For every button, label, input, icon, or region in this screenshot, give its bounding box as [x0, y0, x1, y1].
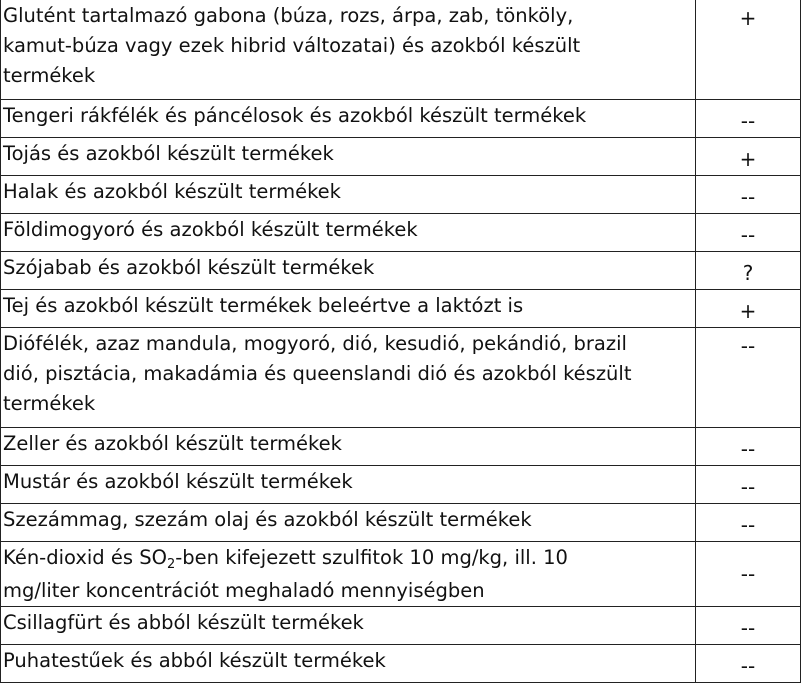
allergen-name-line: termékek — [3, 392, 96, 415]
allergen-name — [1, 0, 696, 100]
allergen-mark — [696, 466, 801, 504]
allergen-name — [1, 290, 696, 328]
allergen-name-line: mg/liter koncentrációt meghaladó mennyiségben — [3, 579, 485, 602]
allergen-name — [1, 214, 696, 252]
allergen-mark-value: -- — [740, 334, 756, 358]
allergen-mark-value: -- — [740, 109, 756, 133]
allergen-name — [1, 466, 696, 504]
allergen-mark-value: -- — [740, 654, 756, 678]
allergen-mark — [696, 428, 801, 466]
table-row — [1, 290, 801, 328]
allergen-name — [1, 100, 696, 138]
subscript-text: 2 — [166, 557, 176, 572]
allergen-mark — [696, 607, 801, 645]
allergen-name-line: Halak és azokból készült termékek — [3, 180, 341, 203]
table-row — [1, 0, 801, 100]
table-row — [1, 428, 801, 466]
allergen-name-text: Kén-dioxid és SO — [3, 546, 167, 569]
allergen-mark-value: ? — [742, 261, 754, 285]
allergen-name — [1, 645, 696, 683]
allergen-name-line: Tojás és azokból készült termékek — [3, 142, 334, 165]
allergen-mark-value: -- — [740, 513, 756, 537]
allergen-mark — [696, 0, 801, 100]
allergen-name-line: Szezámmag, szezám olaj és azokból készült termékek — [3, 508, 532, 531]
allergen-name — [1, 504, 696, 542]
allergen-mark — [696, 252, 801, 290]
allergen-mark — [696, 645, 801, 683]
allergen-name-text: -ben kifejezett szulfitok 10 mg/kg, ill. 10 — [175, 546, 568, 569]
allergen-name-line: Csillagfürt és abból készült termékek — [3, 611, 364, 634]
allergen-mark-value: + — [739, 147, 757, 171]
allergen-mark-value: -- — [740, 562, 756, 586]
allergen-name-line: kamut-búza vagy ezek hibrid változatai) és azokból készült — [3, 34, 581, 57]
allergen-name-line: Diófélék, azaz mandula, mogyoró, dió, kesudió, pekándió, brazil — [3, 332, 627, 355]
allergen-mark-value: -- — [740, 475, 756, 499]
allergen-mark — [696, 176, 801, 214]
allergen-name-line: Zeller és azokból készült termékek — [3, 432, 342, 455]
table-row — [1, 504, 801, 542]
table-row — [1, 607, 801, 645]
allergen-name — [1, 176, 696, 214]
allergen-name-line: Szójabab és azokból készült termékek — [3, 256, 375, 279]
allergen-name — [1, 252, 696, 290]
allergen-mark-value: -- — [740, 616, 756, 640]
allergen-name — [1, 138, 696, 176]
table-row — [1, 328, 801, 428]
allergen-mark-value: + — [739, 299, 757, 323]
allergen-mark — [696, 504, 801, 542]
allergen-mark — [696, 290, 801, 328]
allergen-name-line: dió, pisztácia, makadámia és queenslandi dió és azokból készült — [3, 362, 632, 385]
allergen-name — [1, 328, 696, 428]
allergen-mark-value: -- — [740, 437, 756, 461]
allergen-name-line: termékek — [3, 64, 96, 87]
allergen-mark — [696, 138, 801, 176]
allergen-mark-value: -- — [740, 223, 756, 247]
table-row — [1, 466, 801, 504]
table-row — [1, 138, 801, 176]
table-row — [1, 542, 801, 607]
table-row — [1, 252, 801, 290]
allergen-name-line — [3, 543, 689, 576]
allergen-name-line: Tengeri rákfélék és páncélosok és azokból készült termékek — [3, 104, 587, 127]
allergen-name — [1, 428, 696, 466]
allergen-mark — [696, 100, 801, 138]
table-row — [1, 214, 801, 252]
allergen-name-line: Mustár és azokból készült termékek — [3, 470, 353, 493]
allergen-mark — [696, 214, 801, 252]
allergen-name-line: Földimogyoró és azokból készült termékek — [3, 218, 418, 241]
table-row — [1, 645, 801, 683]
allergen-name-line: Puhatestűek és abból készült termékek — [3, 649, 386, 672]
allergen-mark — [696, 542, 801, 607]
table-row — [1, 176, 801, 214]
allergen-name-line: Glutént tartalmazó gabona (búza, rozs, árpa, zab, tönköly, — [3, 4, 574, 27]
allergen-name — [1, 607, 696, 645]
allergen-name — [1, 542, 696, 607]
allergen-mark-value: -- — [740, 185, 756, 209]
allergen-mark-value: + — [739, 6, 757, 30]
table-row — [1, 100, 801, 138]
allergen-name-line: Tej és azokból készült termékek beleértve a laktózt is — [3, 294, 524, 317]
allergen-mark — [696, 328, 801, 428]
